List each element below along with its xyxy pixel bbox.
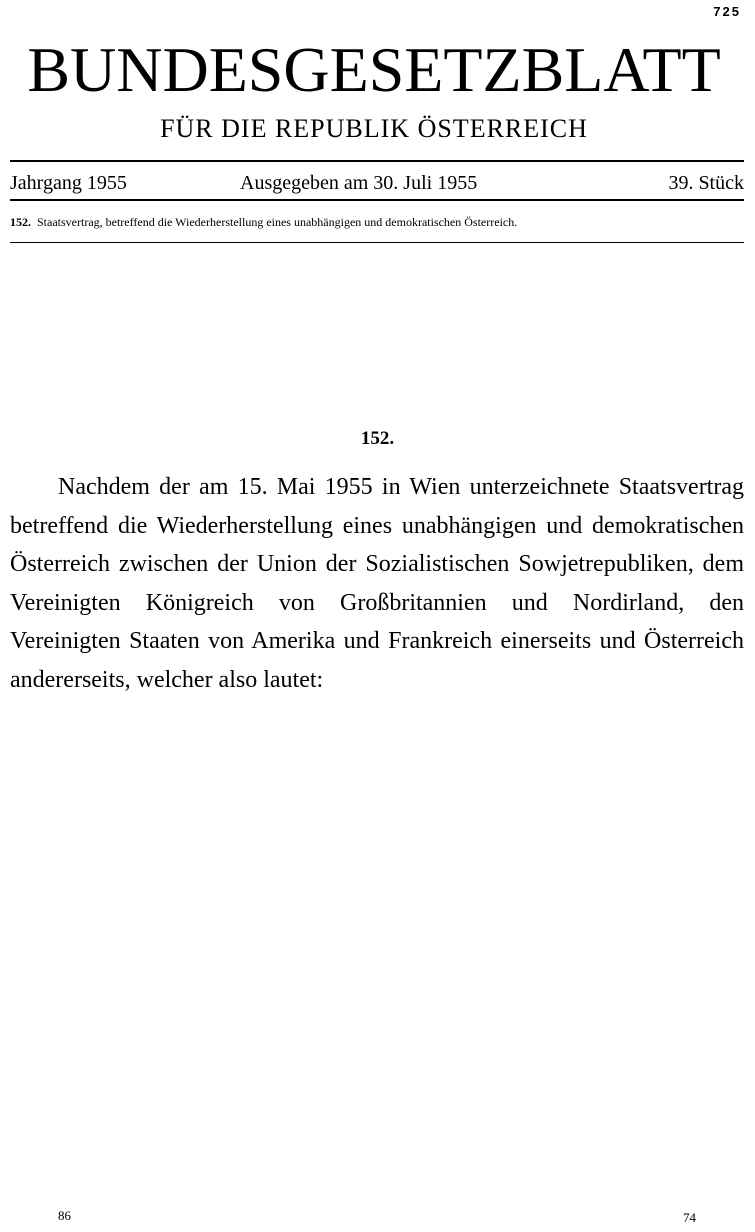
- section-body-text: Nachdem der am 15. Mai 1955 in Wien unterzeichnete Staatsvertrag betreffend die Wiederherstellung eines unabhängigen und demokratischen Österreich zwischen der Union der Sozialistischen Sowjetrepubliken, dem Vereinigten Königreich von Großbritannien und Nordirland, den Vereinigten Staaten von Amerika und Frankreich einerseits und Österreich andererseits, welcher also lautet:: [10, 474, 744, 693]
- issue-date: Ausgegeben am 30. Juli 1955: [240, 172, 478, 194]
- issue-info-row: [10, 170, 744, 196]
- footer-left-number: 86: [58, 1208, 71, 1223]
- top-rule: [10, 160, 744, 162]
- table-of-contents-entry: [10, 214, 744, 230]
- masthead-title: BUNDESGESETZBLATT: [27, 34, 721, 105]
- page-number: 725: [713, 4, 741, 19]
- section-number: 152.: [360, 428, 395, 449]
- issue-piece: 39. Stück: [668, 172, 744, 194]
- middle-rule: [10, 199, 744, 201]
- masthead-subtitle: FÜR DIE REPUBLIK ÖSTERREICH: [160, 114, 588, 143]
- toc-text: Staatsvertrag, betreffend die Wiederherstellung eines unabhängigen und demokratischen Österreich.: [37, 215, 518, 229]
- footer-right-number: 74: [683, 1210, 696, 1225]
- toc-number: 152.: [10, 215, 31, 229]
- bottom-rule: [10, 242, 744, 243]
- issue-year: Jahrgang 1955: [10, 172, 127, 194]
